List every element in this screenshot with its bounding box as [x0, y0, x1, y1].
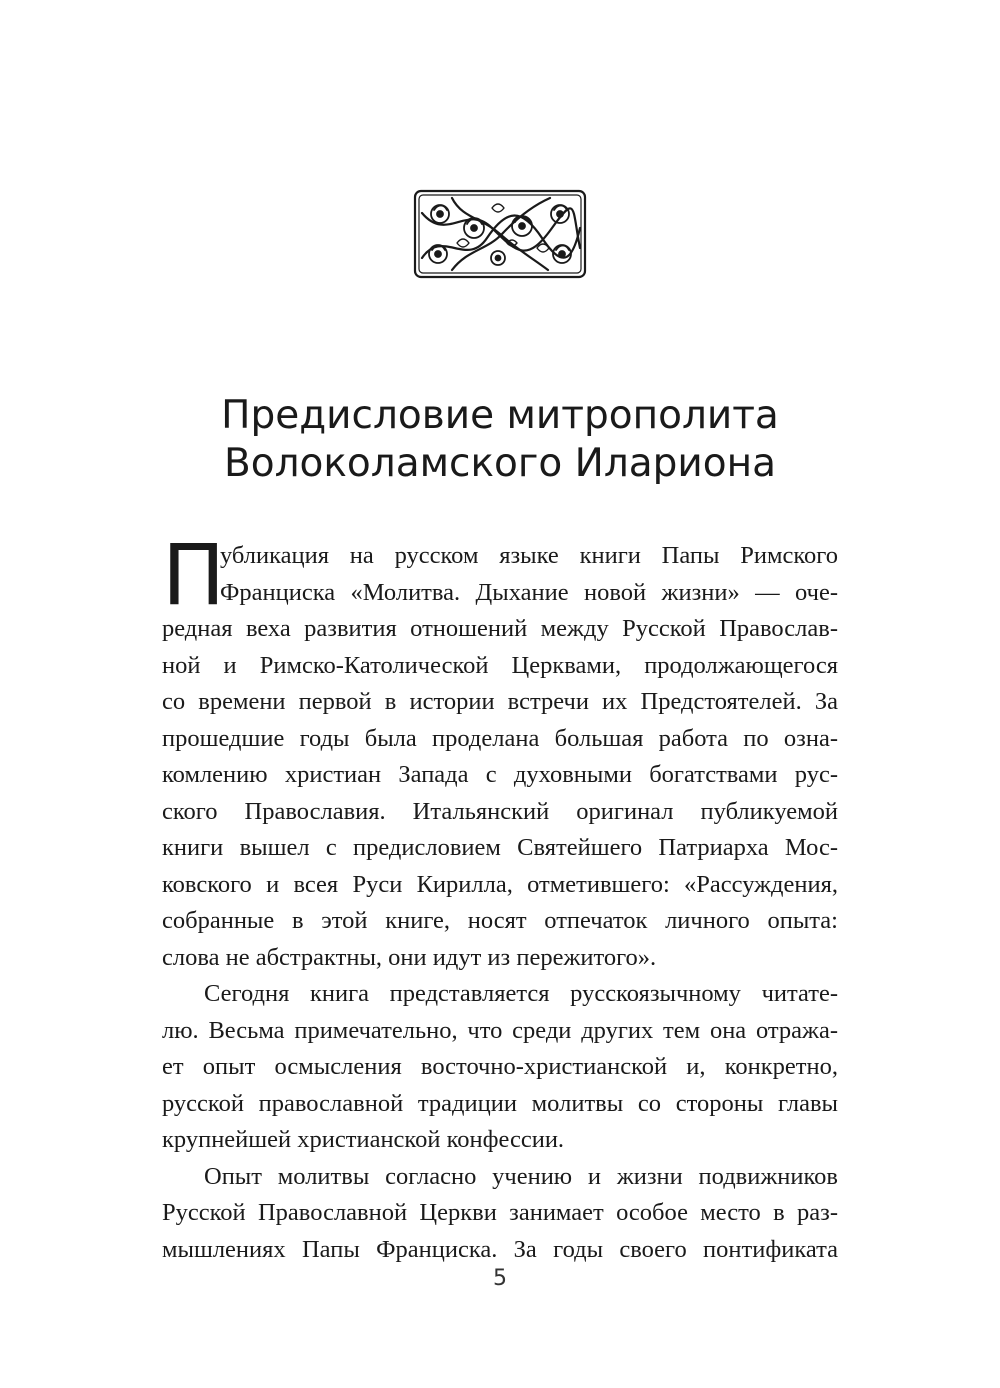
text-line: ковского и всея Руси Кирилла, отметившего: «Рассуждения, — [162, 870, 838, 898]
text-line: русской православной традиции молитвы со стороны главы — [162, 1089, 838, 1117]
text-line: Русской Православной Церкви занимает особое место в раз- — [162, 1199, 838, 1226]
text-line: Сегодня книга представляется русскоязычному читате- — [204, 980, 838, 1007]
text-line: ского Православия. Итальянский оригинал публикуемой — [162, 797, 838, 825]
text-line: редная веха развития отношений между Русской Православ- — [162, 615, 838, 642]
text-line: ной и Римско-Католической Церквами, продолжающегося — [162, 651, 838, 679]
text-line: ет опыт осмысления восточно-христианской и, конкретно, — [162, 1053, 838, 1080]
body-text — [162, 526, 838, 1268]
chapter-title-line-2: Волоколамского Илариона — [223, 441, 777, 486]
text-line: комлению христиан Запада с духовными богатствами рус- — [162, 761, 838, 788]
text-line: собранные в этой книге, носят отпечаток личного опыта: — [162, 907, 838, 934]
chapter-title-line-1: Предисловие митрополита — [221, 393, 779, 438]
text-line: прошедшие годы была проделана большая работа по озна- — [162, 724, 838, 752]
text-line: слова не абстрактны, они идут из пережитого». — [162, 943, 657, 971]
chapter-title — [150, 392, 850, 488]
text-line: убликация на русском языке книги Папы Римского — [220, 542, 838, 569]
page-number: 5 — [493, 1266, 507, 1291]
text-line: со времени первой в истории встречи их Предстоятелей. За — [162, 688, 838, 715]
text-line: Опыт молитвы согласно учению и жизни подвижников — [204, 1162, 838, 1190]
text-line: книги вышел с предисловием Святейшего Патриарха Мос- — [162, 834, 838, 861]
text-line: мышлениях Папы Франциска. За годы своего понтификата — [162, 1235, 838, 1263]
floral-vignette-icon — [412, 188, 588, 280]
text-line: Франциска «Молитва. Дыхание новой жизни» — оче- — [220, 578, 838, 606]
text-line: крупнейшей христианской конфессии. — [162, 1126, 565, 1153]
drop-cap: П — [162, 526, 226, 624]
text-line: лю. Весьма примечательно, что среди других тем она отража- — [162, 1016, 838, 1044]
